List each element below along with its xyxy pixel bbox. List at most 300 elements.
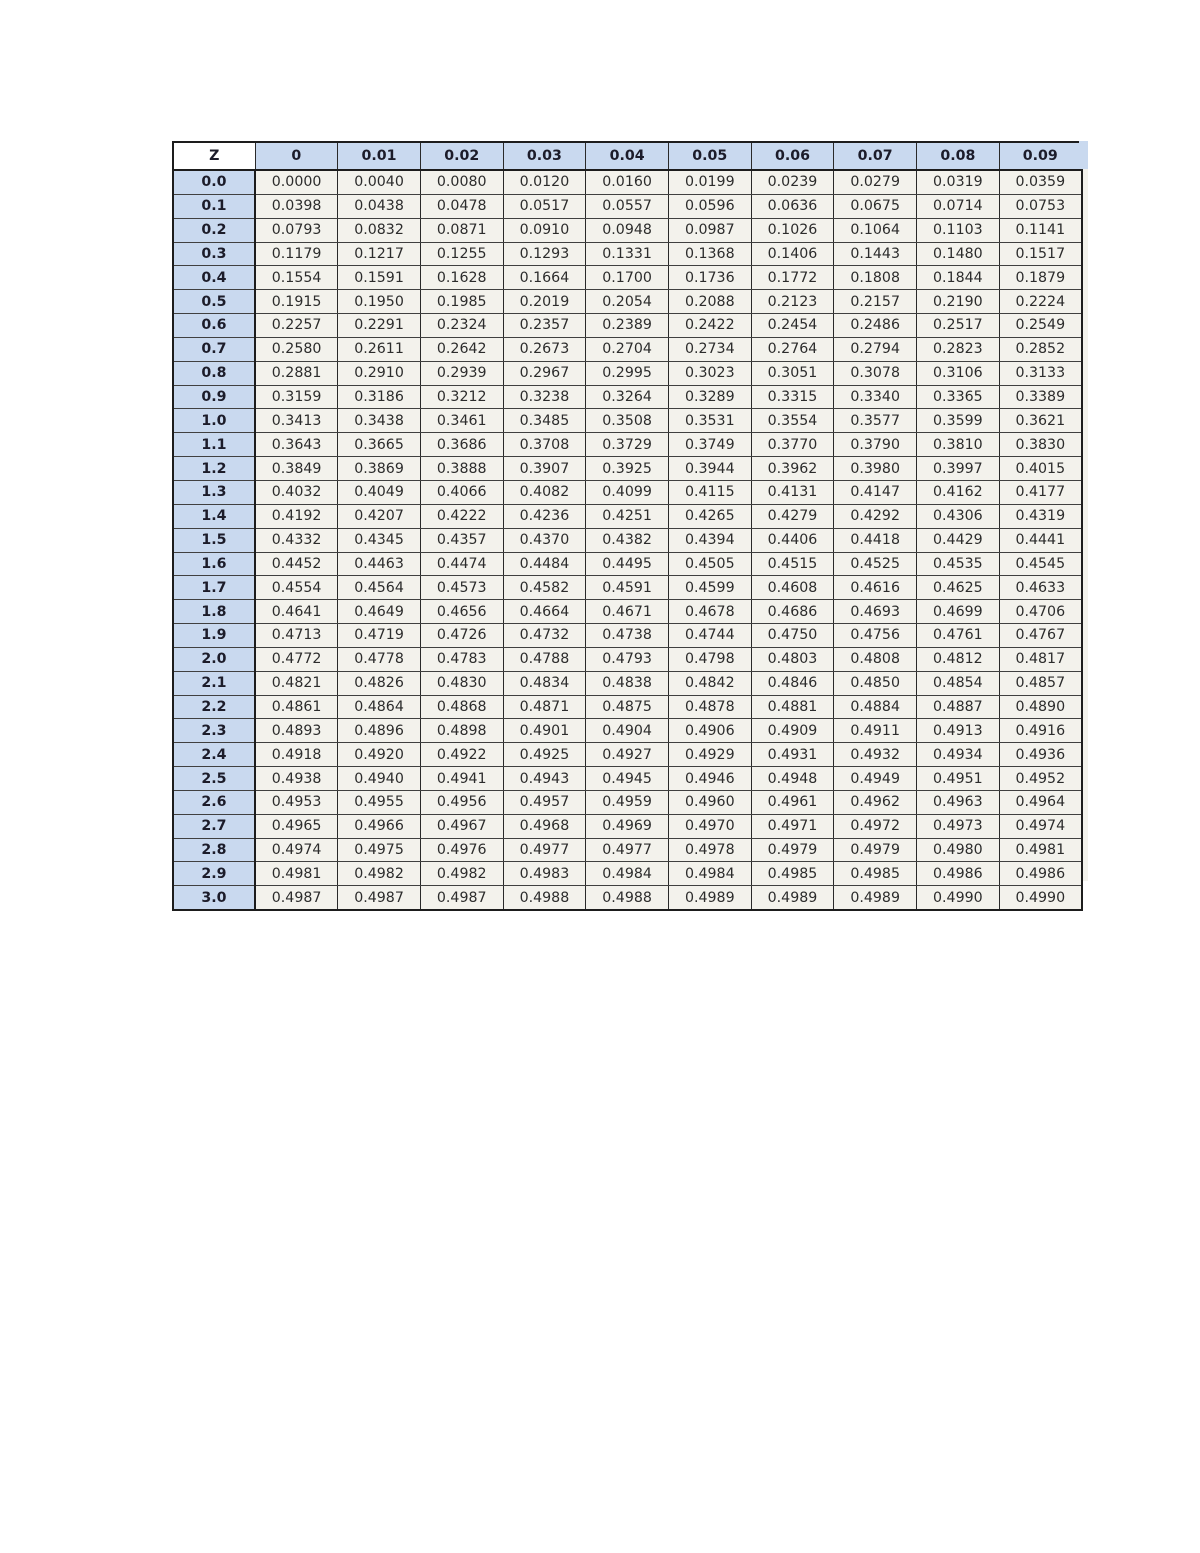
table-cell: 0.2257 xyxy=(255,314,338,338)
table-cell: 0.0000 xyxy=(255,170,338,194)
table-cell: 0.1293 xyxy=(503,242,586,266)
table-cell: 0.4222 xyxy=(420,504,503,528)
table-cell: 0.2088 xyxy=(668,290,751,314)
table-cell: 0.4981 xyxy=(255,862,338,886)
table-cell: 0.4970 xyxy=(668,814,751,838)
table-cell: 0.4641 xyxy=(255,600,338,624)
table-cell: 0.4925 xyxy=(503,743,586,767)
table-cell: 0.4719 xyxy=(338,624,421,648)
table-cell: 0.4812 xyxy=(917,647,1000,671)
row-header-z: 2.3 xyxy=(173,719,255,743)
table-cell: 0.4987 xyxy=(420,886,503,910)
table-cell: 0.1406 xyxy=(751,242,834,266)
table-cell: 0.4949 xyxy=(834,767,917,791)
table-cell: 0.4236 xyxy=(503,504,586,528)
table-cell: 0.0910 xyxy=(503,218,586,242)
table-cell: 0.3907 xyxy=(503,457,586,481)
table-cell: 0.4981 xyxy=(999,838,1082,862)
table-cell: 0.4591 xyxy=(586,576,669,600)
table-cell: 0.4936 xyxy=(999,743,1082,767)
column-header: 0.09 xyxy=(999,142,1082,170)
table-cell: 0.0279 xyxy=(834,170,917,194)
table-cell: 0.4744 xyxy=(668,624,751,648)
table-row xyxy=(173,528,1082,552)
table-cell: 0.0199 xyxy=(668,170,751,194)
table-cell: 0.4977 xyxy=(503,838,586,862)
table-cell: 0.4932 xyxy=(834,743,917,767)
table-cell: 0.2517 xyxy=(917,314,1000,338)
table-cell: 0.4706 xyxy=(999,600,1082,624)
table-cell: 0.3888 xyxy=(420,457,503,481)
table-cell: 0.4864 xyxy=(338,695,421,719)
table-cell: 0.4974 xyxy=(999,814,1082,838)
table-cell: 0.4982 xyxy=(420,862,503,886)
table-row xyxy=(173,194,1082,218)
table-cell: 0.0398 xyxy=(255,194,338,218)
table-cell: 0.4884 xyxy=(834,695,917,719)
table-cell: 0.4979 xyxy=(751,838,834,862)
table-cell: 0.4868 xyxy=(420,695,503,719)
table-cell: 0.4778 xyxy=(338,647,421,671)
table-cell: 0.2611 xyxy=(338,337,421,361)
table-row xyxy=(173,886,1082,910)
table-cell: 0.4625 xyxy=(917,576,1000,600)
table-cell: 0.2389 xyxy=(586,314,669,338)
table-cell: 0.3264 xyxy=(586,385,669,409)
table-cell: 0.2190 xyxy=(917,290,1000,314)
table-cell: 0.4982 xyxy=(338,862,421,886)
table-cell: 0.2823 xyxy=(917,337,1000,361)
table-cell: 0.3389 xyxy=(999,385,1082,409)
table-cell: 0.4599 xyxy=(668,576,751,600)
table-cell: 0.2054 xyxy=(586,290,669,314)
table-cell: 0.4495 xyxy=(586,552,669,576)
table-cell: 0.4922 xyxy=(420,743,503,767)
table-cell: 0.2673 xyxy=(503,337,586,361)
table-cell: 0.0714 xyxy=(917,194,1000,218)
table-cell: 0.3051 xyxy=(751,361,834,385)
row-header-z: 1.0 xyxy=(173,409,255,433)
column-header: 0.04 xyxy=(586,142,669,170)
table-cell: 0.1255 xyxy=(420,242,503,266)
row-header-z: 2.0 xyxy=(173,647,255,671)
table-cell: 0.4952 xyxy=(999,767,1082,791)
table-cell: 0.4989 xyxy=(751,886,834,910)
table-cell: 0.4987 xyxy=(255,886,338,910)
table-row xyxy=(173,695,1082,719)
table-cell: 0.4394 xyxy=(668,528,751,552)
table-cell: 0.0120 xyxy=(503,170,586,194)
table-cell: 0.4192 xyxy=(255,504,338,528)
table-cell: 0.4938 xyxy=(255,767,338,791)
table-cell: 0.4616 xyxy=(834,576,917,600)
table-cell: 0.4115 xyxy=(668,480,751,504)
table-cell: 0.4911 xyxy=(834,719,917,743)
table-cell: 0.3238 xyxy=(503,385,586,409)
table-cell: 0.4656 xyxy=(420,600,503,624)
table-cell: 0.3106 xyxy=(917,361,1000,385)
table-cell: 0.4945 xyxy=(586,767,669,791)
row-header-z: 2.9 xyxy=(173,862,255,886)
table-cell: 0.4971 xyxy=(751,814,834,838)
z-table-container xyxy=(172,141,1088,906)
table-cell: 0.3078 xyxy=(834,361,917,385)
table-row xyxy=(173,790,1082,814)
table-cell: 0.2580 xyxy=(255,337,338,361)
table-cell: 0.4515 xyxy=(751,552,834,576)
table-cell: 0.3980 xyxy=(834,457,917,481)
table-cell: 0.4756 xyxy=(834,624,917,648)
table-row xyxy=(173,719,1082,743)
table-cell: 0.4406 xyxy=(751,528,834,552)
table-cell: 0.4162 xyxy=(917,480,1000,504)
header-strip-edge xyxy=(1079,141,1088,169)
table-cell: 0.3577 xyxy=(834,409,917,433)
row-header-z: 0.2 xyxy=(173,218,255,242)
table-cell: 0.3925 xyxy=(586,457,669,481)
table-cell: 0.4983 xyxy=(503,862,586,886)
table-cell: 0.3810 xyxy=(917,433,1000,457)
table-cell: 0.1844 xyxy=(917,266,1000,290)
table-cell: 0.4871 xyxy=(503,695,586,719)
table-cell: 0.4633 xyxy=(999,576,1082,600)
table-cell: 0.4957 xyxy=(503,790,586,814)
standard-normal-z-table xyxy=(172,141,1083,911)
table-cell: 0.3531 xyxy=(668,409,751,433)
table-row xyxy=(173,385,1082,409)
table-cell: 0.3849 xyxy=(255,457,338,481)
table-cell: 0.1217 xyxy=(338,242,421,266)
table-cell: 0.4452 xyxy=(255,552,338,576)
table-cell: 0.0987 xyxy=(668,218,751,242)
table-cell: 0.1985 xyxy=(420,290,503,314)
table-cell: 0.4988 xyxy=(503,886,586,910)
table-cell: 0.4857 xyxy=(999,671,1082,695)
table-cell: 0.0359 xyxy=(999,170,1082,194)
table-cell: 0.4984 xyxy=(586,862,669,886)
table-cell: 0.4896 xyxy=(338,719,421,743)
table-cell: 0.3212 xyxy=(420,385,503,409)
table-cell: 0.3686 xyxy=(420,433,503,457)
table-cell: 0.4893 xyxy=(255,719,338,743)
table-cell: 0.4920 xyxy=(338,743,421,767)
table-cell: 0.3790 xyxy=(834,433,917,457)
table-cell: 0.4693 xyxy=(834,600,917,624)
row-header-z: 3.0 xyxy=(173,886,255,910)
table-cell: 0.1950 xyxy=(338,290,421,314)
table-cell: 0.4890 xyxy=(999,695,1082,719)
table-cell: 0.4842 xyxy=(668,671,751,695)
column-header: 0.03 xyxy=(503,142,586,170)
table-cell: 0.4990 xyxy=(999,886,1082,910)
table-cell: 0.4887 xyxy=(917,695,1000,719)
row-header-z: 2.5 xyxy=(173,767,255,791)
table-cell: 0.2123 xyxy=(751,290,834,314)
table-cell: 0.4332 xyxy=(255,528,338,552)
row-header-z: 1.3 xyxy=(173,480,255,504)
table-cell: 0.4826 xyxy=(338,671,421,695)
table-cell: 0.0478 xyxy=(420,194,503,218)
table-cell: 0.4207 xyxy=(338,504,421,528)
table-cell: 0.4767 xyxy=(999,624,1082,648)
table-cell: 0.4985 xyxy=(834,862,917,886)
table-cell: 0.4941 xyxy=(420,767,503,791)
table-cell: 0.2224 xyxy=(999,290,1082,314)
table-cell: 0.4986 xyxy=(999,862,1082,886)
table-cell: 0.4909 xyxy=(751,719,834,743)
column-header: 0.01 xyxy=(338,142,421,170)
table-row xyxy=(173,218,1082,242)
column-header: 0.08 xyxy=(917,142,1000,170)
table-cell: 0.4965 xyxy=(255,814,338,838)
row-header-z: 2.2 xyxy=(173,695,255,719)
table-cell: 0.4554 xyxy=(255,576,338,600)
table-cell: 0.4357 xyxy=(420,528,503,552)
row-header-z: 0.6 xyxy=(173,314,255,338)
table-cell: 0.4984 xyxy=(668,862,751,886)
column-header: 0.02 xyxy=(420,142,503,170)
table-row xyxy=(173,576,1082,600)
row-header-z: 2.4 xyxy=(173,743,255,767)
table-cell: 0.4678 xyxy=(668,600,751,624)
row-header-z: 0.7 xyxy=(173,337,255,361)
table-cell: 0.4878 xyxy=(668,695,751,719)
table-cell: 0.4968 xyxy=(503,814,586,838)
table-cell: 0.3159 xyxy=(255,385,338,409)
table-cell: 0.4783 xyxy=(420,647,503,671)
table-cell: 0.2454 xyxy=(751,314,834,338)
table-cell: 0.4505 xyxy=(668,552,751,576)
table-cell: 0.4834 xyxy=(503,671,586,695)
row-header-z: 1.6 xyxy=(173,552,255,576)
table-cell: 0.4803 xyxy=(751,647,834,671)
table-cell: 0.4251 xyxy=(586,504,669,528)
table-cell: 0.1772 xyxy=(751,266,834,290)
table-cell: 0.4463 xyxy=(338,552,421,576)
table-cell: 0.4854 xyxy=(917,671,1000,695)
table-cell: 0.4985 xyxy=(751,862,834,886)
table-row xyxy=(173,862,1082,886)
table-cell: 0.4927 xyxy=(586,743,669,767)
table-cell: 0.2157 xyxy=(834,290,917,314)
table-cell: 0.2549 xyxy=(999,314,1082,338)
table-row xyxy=(173,290,1082,314)
table-cell: 0.3485 xyxy=(503,409,586,433)
table-cell: 0.0040 xyxy=(338,170,421,194)
table-cell: 0.1879 xyxy=(999,266,1082,290)
table-cell: 0.4948 xyxy=(751,767,834,791)
table-row xyxy=(173,242,1082,266)
table-cell: 0.4960 xyxy=(668,790,751,814)
table-cell: 0.3461 xyxy=(420,409,503,433)
table-cell: 0.4582 xyxy=(503,576,586,600)
table-cell: 0.4798 xyxy=(668,647,751,671)
table-cell: 0.4738 xyxy=(586,624,669,648)
row-header-z: 0.9 xyxy=(173,385,255,409)
table-cell: 0.1443 xyxy=(834,242,917,266)
table-cell: 0.4964 xyxy=(999,790,1082,814)
table-cell: 0.4345 xyxy=(338,528,421,552)
table-cell: 0.4793 xyxy=(586,647,669,671)
table-cell: 0.2852 xyxy=(999,337,1082,361)
table-cell: 0.4788 xyxy=(503,647,586,671)
table-cell: 0.4980 xyxy=(917,838,1000,862)
table-cell: 0.4951 xyxy=(917,767,1000,791)
table-cell: 0.0753 xyxy=(999,194,1082,218)
table-cell: 0.2995 xyxy=(586,361,669,385)
table-cell: 0.4966 xyxy=(338,814,421,838)
table-cell: 0.4821 xyxy=(255,671,338,695)
table-cell: 0.4265 xyxy=(668,504,751,528)
table-row xyxy=(173,624,1082,648)
table-cell: 0.4535 xyxy=(917,552,1000,576)
table-cell: 0.3770 xyxy=(751,433,834,457)
column-header: 0.05 xyxy=(668,142,751,170)
table-cell: 0.4525 xyxy=(834,552,917,576)
table-cell: 0.4319 xyxy=(999,504,1082,528)
table-cell: 0.4875 xyxy=(586,695,669,719)
table-cell: 0.4986 xyxy=(917,862,1000,886)
table-cell: 0.4292 xyxy=(834,504,917,528)
table-cell: 0.3315 xyxy=(751,385,834,409)
row-header-z: 1.1 xyxy=(173,433,255,457)
table-cell: 0.4974 xyxy=(255,838,338,862)
table-cell: 0.0596 xyxy=(668,194,751,218)
row-header-z: 2.6 xyxy=(173,790,255,814)
table-cell: 0.4082 xyxy=(503,480,586,504)
column-header: 0.06 xyxy=(751,142,834,170)
table-cell: 0.2324 xyxy=(420,314,503,338)
table-cell: 0.4049 xyxy=(338,480,421,504)
table-cell: 0.1480 xyxy=(917,242,1000,266)
table-cell: 0.4370 xyxy=(503,528,586,552)
table-cell: 0.2794 xyxy=(834,337,917,361)
table-cell: 0.1700 xyxy=(586,266,669,290)
table-cell: 0.3621 xyxy=(999,409,1082,433)
table-cell: 0.4177 xyxy=(999,480,1082,504)
table-cell: 0.4441 xyxy=(999,528,1082,552)
table-cell: 0.1664 xyxy=(503,266,586,290)
table-cell: 0.0080 xyxy=(420,170,503,194)
table-cell: 0.4861 xyxy=(255,695,338,719)
column-header: 0.07 xyxy=(834,142,917,170)
table-cell: 0.4977 xyxy=(586,838,669,862)
table-cell: 0.4975 xyxy=(338,838,421,862)
table-cell: 0.0319 xyxy=(917,170,1000,194)
table-cell: 0.0675 xyxy=(834,194,917,218)
table-cell: 0.1103 xyxy=(917,218,1000,242)
table-cell: 0.1064 xyxy=(834,218,917,242)
table-cell: 0.4901 xyxy=(503,719,586,743)
table-cell: 0.0793 xyxy=(255,218,338,242)
table-cell: 0.1141 xyxy=(999,218,1082,242)
table-row xyxy=(173,743,1082,767)
table-cell: 0.4898 xyxy=(420,719,503,743)
table-cell: 0.4699 xyxy=(917,600,1000,624)
row-header-z: 0.5 xyxy=(173,290,255,314)
table-cell: 0.0948 xyxy=(586,218,669,242)
table-cell: 0.3023 xyxy=(668,361,751,385)
table-cell: 0.4750 xyxy=(751,624,834,648)
row-header-z: 2.7 xyxy=(173,814,255,838)
row-header-z: 1.8 xyxy=(173,600,255,624)
table-cell: 0.4916 xyxy=(999,719,1082,743)
table-cell: 0.2881 xyxy=(255,361,338,385)
table-cell: 0.4564 xyxy=(338,576,421,600)
table-cell: 0.2704 xyxy=(586,337,669,361)
table-cell: 0.1331 xyxy=(586,242,669,266)
table-cell: 0.4817 xyxy=(999,647,1082,671)
table-cell: 0.4978 xyxy=(668,838,751,862)
table-row xyxy=(173,838,1082,862)
table-cell: 0.3944 xyxy=(668,457,751,481)
table-cell: 0.2357 xyxy=(503,314,586,338)
table-cell: 0.4913 xyxy=(917,719,1000,743)
table-cell: 0.0517 xyxy=(503,194,586,218)
table-cell: 0.4761 xyxy=(917,624,1000,648)
table-cell: 0.0871 xyxy=(420,218,503,242)
table-row xyxy=(173,600,1082,624)
table-row xyxy=(173,170,1082,194)
table-cell: 0.4967 xyxy=(420,814,503,838)
table-cell: 0.4671 xyxy=(586,600,669,624)
row-header-z: 0.0 xyxy=(173,170,255,194)
table-cell: 0.4838 xyxy=(586,671,669,695)
table-cell: 0.1179 xyxy=(255,242,338,266)
table-cell: 0.4545 xyxy=(999,552,1082,576)
row-header-z: 0.3 xyxy=(173,242,255,266)
table-cell: 0.4990 xyxy=(917,886,1000,910)
table-cell: 0.1591 xyxy=(338,266,421,290)
table-cell: 0.2734 xyxy=(668,337,751,361)
table-cell: 0.3729 xyxy=(586,433,669,457)
table-row xyxy=(173,337,1082,361)
table-cell: 0.2486 xyxy=(834,314,917,338)
table-cell: 0.4015 xyxy=(999,457,1082,481)
table-cell: 0.1026 xyxy=(751,218,834,242)
table-cell: 0.4972 xyxy=(834,814,917,838)
table-cell: 0.3438 xyxy=(338,409,421,433)
table-cell: 0.4713 xyxy=(255,624,338,648)
row-header-z: 0.4 xyxy=(173,266,255,290)
table-cell: 0.3554 xyxy=(751,409,834,433)
table-cell: 0.4989 xyxy=(668,886,751,910)
row-header-z: 1.4 xyxy=(173,504,255,528)
table-row xyxy=(173,671,1082,695)
table-cell: 0.4846 xyxy=(751,671,834,695)
table-row xyxy=(173,647,1082,671)
table-body xyxy=(173,170,1082,910)
table-cell: 0.3997 xyxy=(917,457,1000,481)
table-row xyxy=(173,552,1082,576)
table-cell: 0.2642 xyxy=(420,337,503,361)
table-cell: 0.0239 xyxy=(751,170,834,194)
table-cell: 0.4382 xyxy=(586,528,669,552)
row-header-z: 0.1 xyxy=(173,194,255,218)
table-cell: 0.4918 xyxy=(255,743,338,767)
table-cell: 0.3186 xyxy=(338,385,421,409)
header-row xyxy=(173,142,1082,170)
table-cell: 0.4808 xyxy=(834,647,917,671)
table-cell: 0.4943 xyxy=(503,767,586,791)
table-cell: 0.4976 xyxy=(420,838,503,862)
table-cell: 0.4279 xyxy=(751,504,834,528)
row-header-z: 1.5 xyxy=(173,528,255,552)
table-cell: 0.3665 xyxy=(338,433,421,457)
table-cell: 0.4987 xyxy=(338,886,421,910)
table-row xyxy=(173,480,1082,504)
table-cell: 0.0438 xyxy=(338,194,421,218)
